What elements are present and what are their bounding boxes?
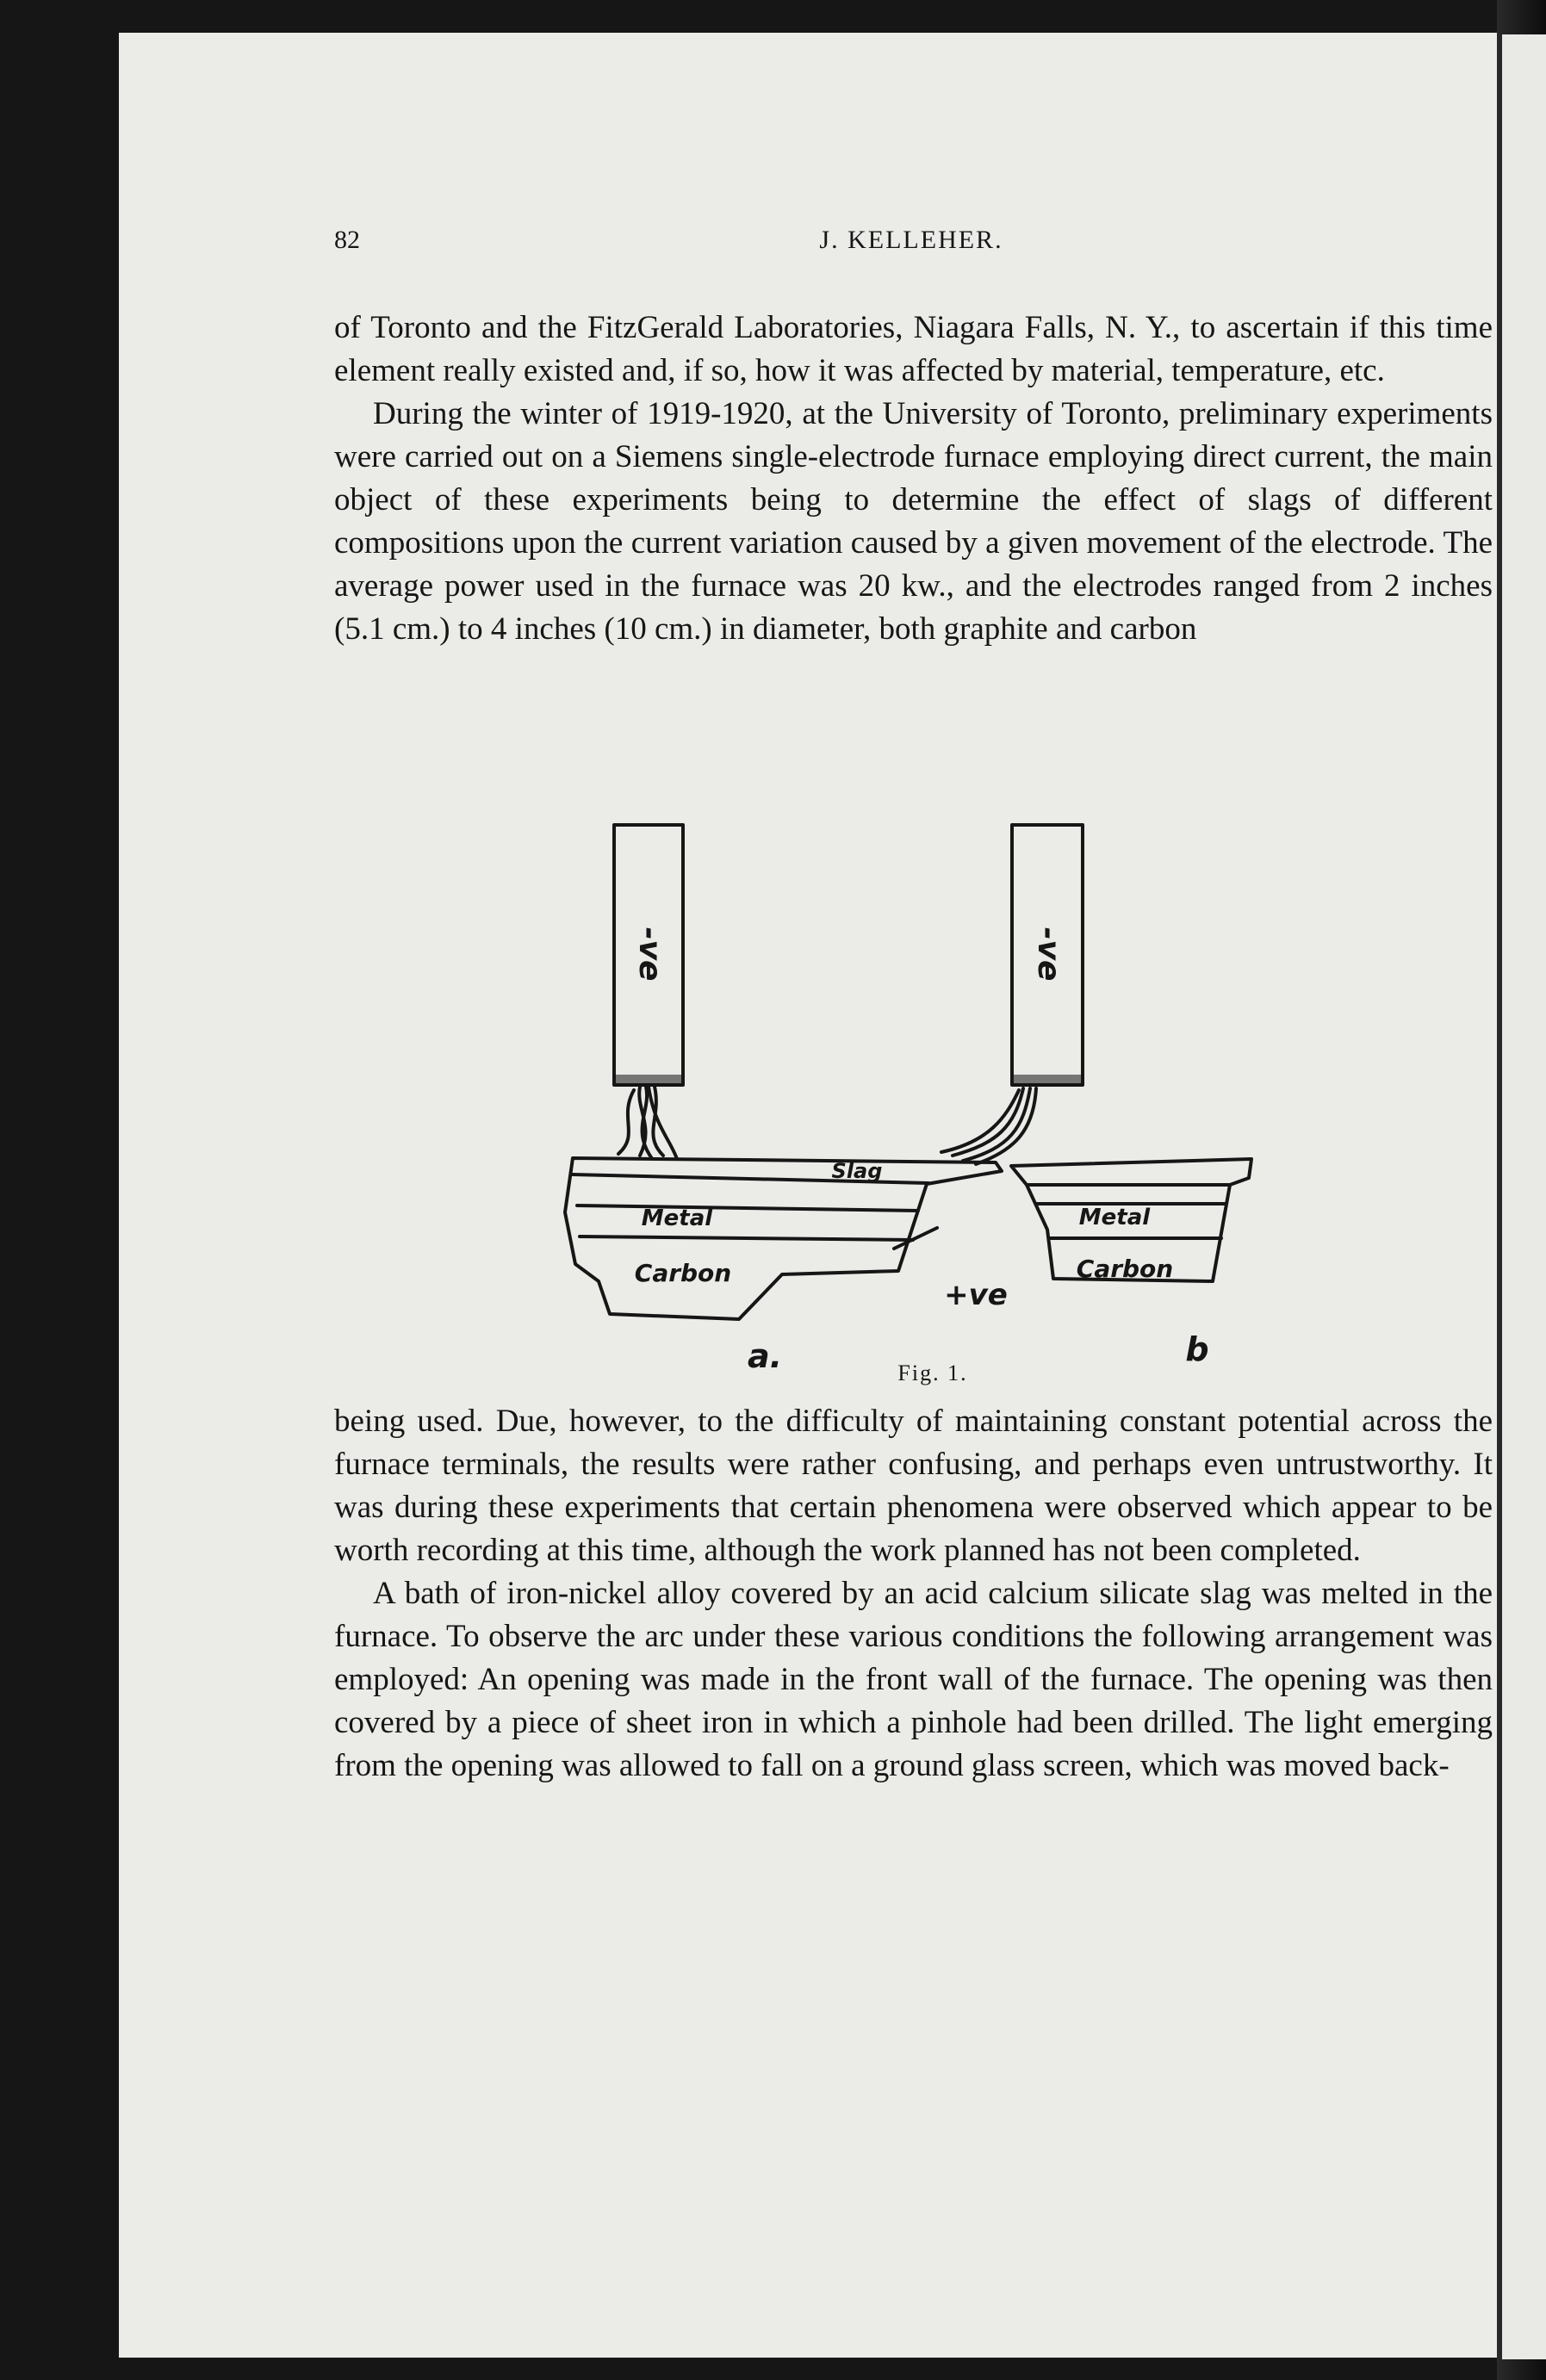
page-header bbox=[334, 226, 1488, 269]
book-page bbox=[119, 33, 1497, 2358]
carbon-label-a: Carbon bbox=[634, 1259, 732, 1287]
arc-b bbox=[941, 1088, 1036, 1164]
running-head: J. KELLEHER. bbox=[819, 226, 1003, 254]
paragraph: of Toronto and the FitzGerald Laboratories, Niagara Falls, N. Y., to ascertain if this time element really existed and, if so, how it was affected by material, temperature, etc. bbox=[334, 310, 1493, 388]
electrode-label-a: -ve bbox=[632, 927, 667, 982]
paragraph: A bath of iron-nickel alloy covered by an acid calcium silicate slag was melted in the furnace. To observe the arc under these various conditions the following arrangement was employed: An opening was made in the front wall of the furnace. The opening was then covered by a piece of sheet iron in which a pinhole had been drilled. The light emerging from the opening was allowed to fall on a ground glass screen, which was moved back- bbox=[334, 1576, 1493, 1783]
adjacent-page-edge bbox=[1502, 34, 1546, 2359]
metal-layer-a bbox=[577, 1205, 918, 1211]
sub-label-b: b bbox=[1185, 1330, 1209, 1368]
metal-label-b: Metal bbox=[1078, 1205, 1151, 1230]
carbon-label-b: Carbon bbox=[1076, 1255, 1174, 1283]
electrode-label-b: -ve bbox=[1031, 927, 1066, 982]
paragraph: During the winter of 1919-1920, at the University of Toronto, preliminary experiments were carried out on a Siemens single-electrode furnace employing direct current, the main object of these experiments being to determine the effect of slags of different compositions upon the current variation caused by a given movement of the electrode. The average power used in the furnace was 20 kw., and the electrodes ranged from 2 inches (5.1 cm.) to 4 inches (10 cm.) in diameter, both graphite and carbon bbox=[334, 396, 1493, 647]
furnace-diagram bbox=[334, 799, 1493, 1402]
electrode-tip-a bbox=[616, 1075, 681, 1087]
figure-caption: Fig. 1. bbox=[897, 1360, 968, 1385]
positive-label: +ve bbox=[944, 1278, 1008, 1312]
text-block-bottom bbox=[334, 1400, 1493, 1788]
paragraph: being used. Due, however, to the difficulty of maintaining constant potential across the furnace terminals, the results were rather confusing, and perhaps even untrustworthy. It was during these experiments that certain phenomena were observed which appear to be worth recording at this time, although the work planned has not been completed. bbox=[334, 1404, 1493, 1568]
electrode-tip-b bbox=[1014, 1075, 1081, 1087]
sub-label-a: a. bbox=[747, 1337, 783, 1375]
metal-label-a: Metal bbox=[641, 1205, 713, 1231]
arc-a bbox=[618, 1087, 677, 1159]
page-number: 82 bbox=[334, 226, 360, 254]
figure-1 bbox=[334, 799, 1493, 1402]
slag-label: Slag bbox=[831, 1159, 883, 1183]
metal-bottom-a bbox=[580, 1236, 913, 1240]
text-block-top bbox=[334, 307, 1493, 651]
